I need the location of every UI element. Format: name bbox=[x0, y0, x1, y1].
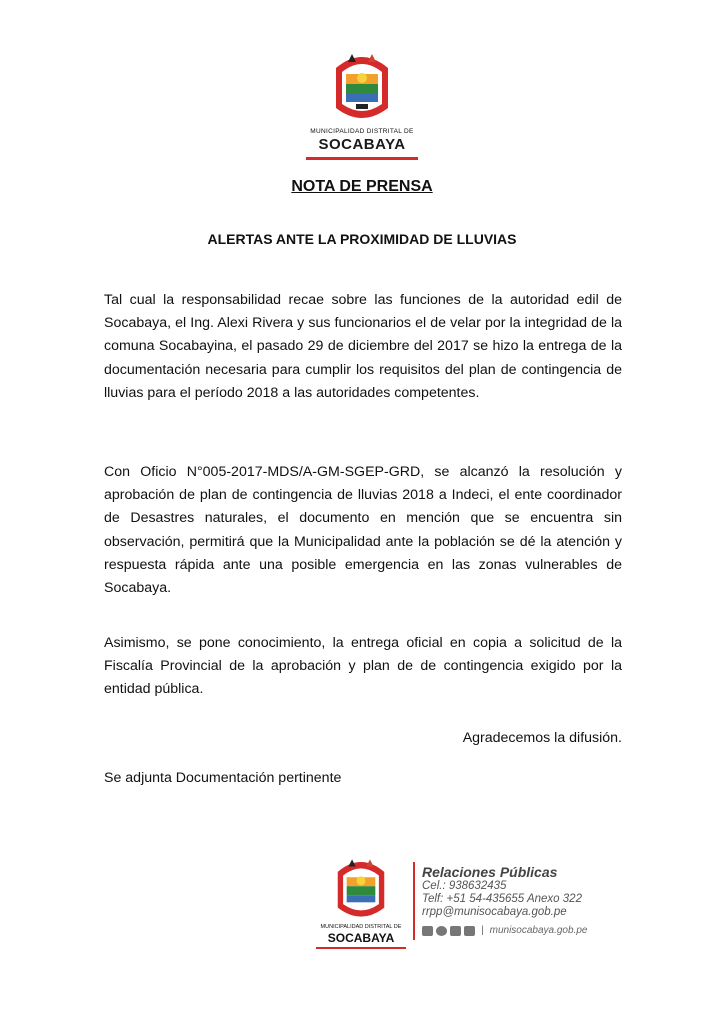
contact-cel: Cel.: 938632435 bbox=[422, 880, 507, 892]
paragraph-2: Con Oficio N°005-2017-MDS/A-GM-SGEP-GRD, se alcanzó la resolución y aprobación de plan de contingencia de lluvias 2018 a Indeci, el ente coordinador de Desastres naturales, el documento en mención que se encuentra sin observación, permitirá que la Municipalidad ante la población se dé la atención y respuesta rápida ante una posible emergencia en las zonas vulnerables de Socabaya. bbox=[104, 464, 622, 597]
twitter-icon[interactable] bbox=[450, 926, 461, 936]
footer-logo-underline bbox=[316, 947, 406, 949]
attachment-note: Se adjunta Documentación pertinente bbox=[104, 770, 342, 786]
logo-underline bbox=[306, 157, 418, 160]
contact-title: Relaciones Públicas bbox=[422, 864, 558, 880]
socabaya-emblem-icon bbox=[330, 48, 394, 124]
contact-email[interactable]: rrpp@munisocabaya.gob.pe bbox=[422, 906, 567, 918]
website-link[interactable]: munisocabaya.gob.pe bbox=[489, 925, 588, 936]
social-links bbox=[422, 925, 587, 936]
footer-divider bbox=[413, 862, 415, 940]
facebook-icon[interactable] bbox=[422, 926, 433, 936]
paragraph-3: Asimismo, se pone conocimiento, la entrega oficial en copia a solicitud de la Fiscalía Provincial de la aprobación y plan de de contingencia exigido por la entidad pública. bbox=[104, 635, 622, 698]
footer-logo-subtitle: MUNICIPALIDAD DISTRITAL DE bbox=[320, 924, 402, 930]
logo-subtitle: MUNICIPALIDAD DISTRITAL DE bbox=[310, 128, 414, 135]
thanks-line: Agradecemos la difusión. bbox=[462, 730, 622, 746]
header-logo bbox=[300, 44, 424, 164]
social-separator: | bbox=[481, 925, 484, 936]
page-title: NOTA DE PRENSA bbox=[291, 178, 433, 195]
paragraph-1: Tal cual la responsabilidad recae sobre las funciones de la autoridad edil de Socabaya, el Ing. Alexi Rivera y sus funcionarios el de velar por la integridad de la comuna Socabayina, el pasado 29 de diciembre del 2017 se hizo la entrega de la documentación necesaria para cumplir los requisitos del plan de contingencia de lluvias para el período 2018 a las autoridades competentes. bbox=[104, 292, 622, 401]
page-subtitle: ALERTAS ANTE LA PROXIMIDAD DE LLUVIAS bbox=[207, 231, 517, 247]
youtube-icon[interactable] bbox=[464, 926, 475, 936]
logo-title: SOCABAYA bbox=[318, 136, 406, 153]
socabaya-emblem-icon bbox=[332, 854, 390, 922]
footer-logo bbox=[312, 852, 410, 948]
footer-logo-title: SOCABAYA bbox=[327, 931, 395, 945]
contact-telf: Telf: +51 54-435655 Anexo 322 bbox=[422, 893, 582, 905]
contact-block bbox=[422, 864, 622, 919]
instagram-icon[interactable] bbox=[436, 926, 447, 936]
